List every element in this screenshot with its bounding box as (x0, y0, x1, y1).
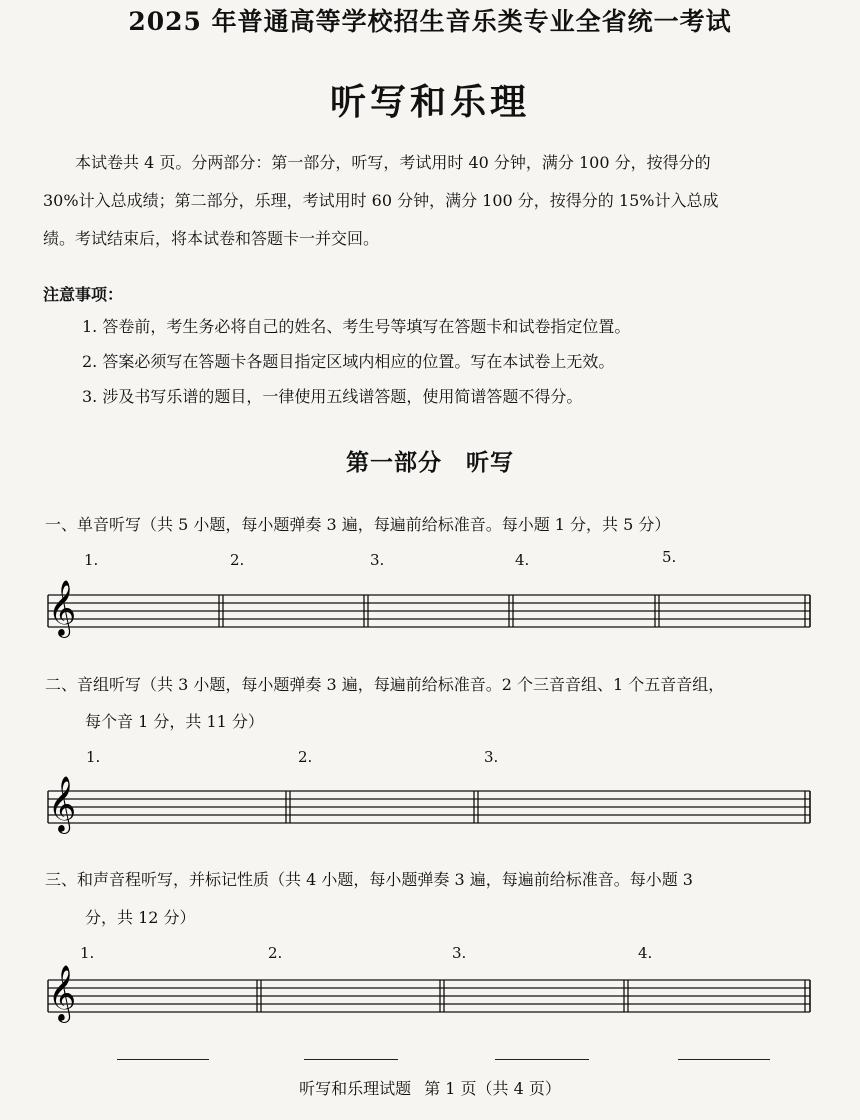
question-3-item-number: 1. (80, 944, 95, 962)
answer-line[interactable] (117, 1059, 209, 1060)
intro-line: 30%计入总成绩；第二部分，乐理，考试用时 60 分钟，满分 100 分，按得分的 15%计入总成 (43, 191, 719, 210)
question-3-item-number: 2. (268, 944, 283, 962)
note-item: 2. 答案必须写在答题卡各题目指定区域内相应的位置。写在本试卷上无效。 (82, 352, 615, 371)
intro-line: 绩。考试结束后，将本试卷和答题卡一并交回。 (43, 229, 380, 248)
intro-line: 本试卷共 4 页。分两部分：第一部分，听写，考试用时 40 分钟，满分 100 分，按得分的 (75, 153, 711, 172)
question-1-text: 一、单音听写（共 5 小题，每小题弹奏 3 遍，每遍前给标准音。每小题 1 分，共 5 分） (45, 515, 671, 534)
answer-line[interactable] (304, 1059, 398, 1060)
question-1-staff[interactable] (0, 580, 860, 655)
footer-subject: 听写和乐理试题 (299, 1079, 412, 1098)
treble-clef-icon: 𝄞 (47, 965, 77, 1021)
treble-clef-icon: 𝄞 (47, 580, 77, 636)
page-footer (0, 1076, 860, 1099)
question-3-item-number: 3. (452, 944, 467, 962)
treble-clef-icon: 𝄞 (47, 776, 77, 832)
question-1-item-number: 2. (230, 551, 245, 569)
footer-page-number: 第 1 页（共 4 页） (424, 1079, 561, 1098)
answer-line[interactable] (495, 1059, 589, 1060)
subject-title: 听写和乐理 (329, 81, 530, 123)
question-2-text-cont: 每个音 1 分，共 11 分） (85, 712, 264, 731)
part-title: 第一部分 听写 (346, 450, 514, 476)
question-2-item-number: 3. (484, 748, 499, 766)
question-2-item-number: 1. (86, 748, 101, 766)
notes-heading: 注意事项： (43, 285, 124, 304)
note-item: 3. 涉及书写乐谱的题目，一律使用五线谱答题，使用简谱答题不得分。 (82, 387, 583, 406)
exam-title: 2025 年普通高等学校招生音乐类专业全省统一考试 (128, 7, 732, 36)
question-1-item-number: 5. (662, 548, 677, 566)
question-1-item-number: 1. (84, 551, 99, 569)
question-3-text-cont: 分，共 12 分） (85, 908, 196, 927)
question-1-item-number: 4. (515, 551, 530, 569)
intro-paragraph (43, 144, 823, 258)
question-2-staff[interactable] (0, 776, 860, 851)
question-3-staff[interactable] (0, 965, 860, 1040)
question-3-item-number: 4. (638, 944, 653, 962)
answer-line[interactable] (678, 1059, 770, 1060)
question-3-text: 三、和声音程听写，并标记性质（共 4 小题，每小题弹奏 3 遍，每遍前给标准音。每小题 3 (45, 870, 693, 889)
question-2-item-number: 2. (298, 748, 313, 766)
question-2-text: 二、音组听写（共 3 小题，每小题弹奏 3 遍，每遍前给标准音。2 个三音音组、1 个五音音组， (45, 675, 725, 694)
note-item: 1. 答卷前，考生务必将自己的姓名、考生号等填写在答题卡和试卷指定位置。 (82, 317, 631, 336)
question-1-item-number: 3. (370, 551, 385, 569)
